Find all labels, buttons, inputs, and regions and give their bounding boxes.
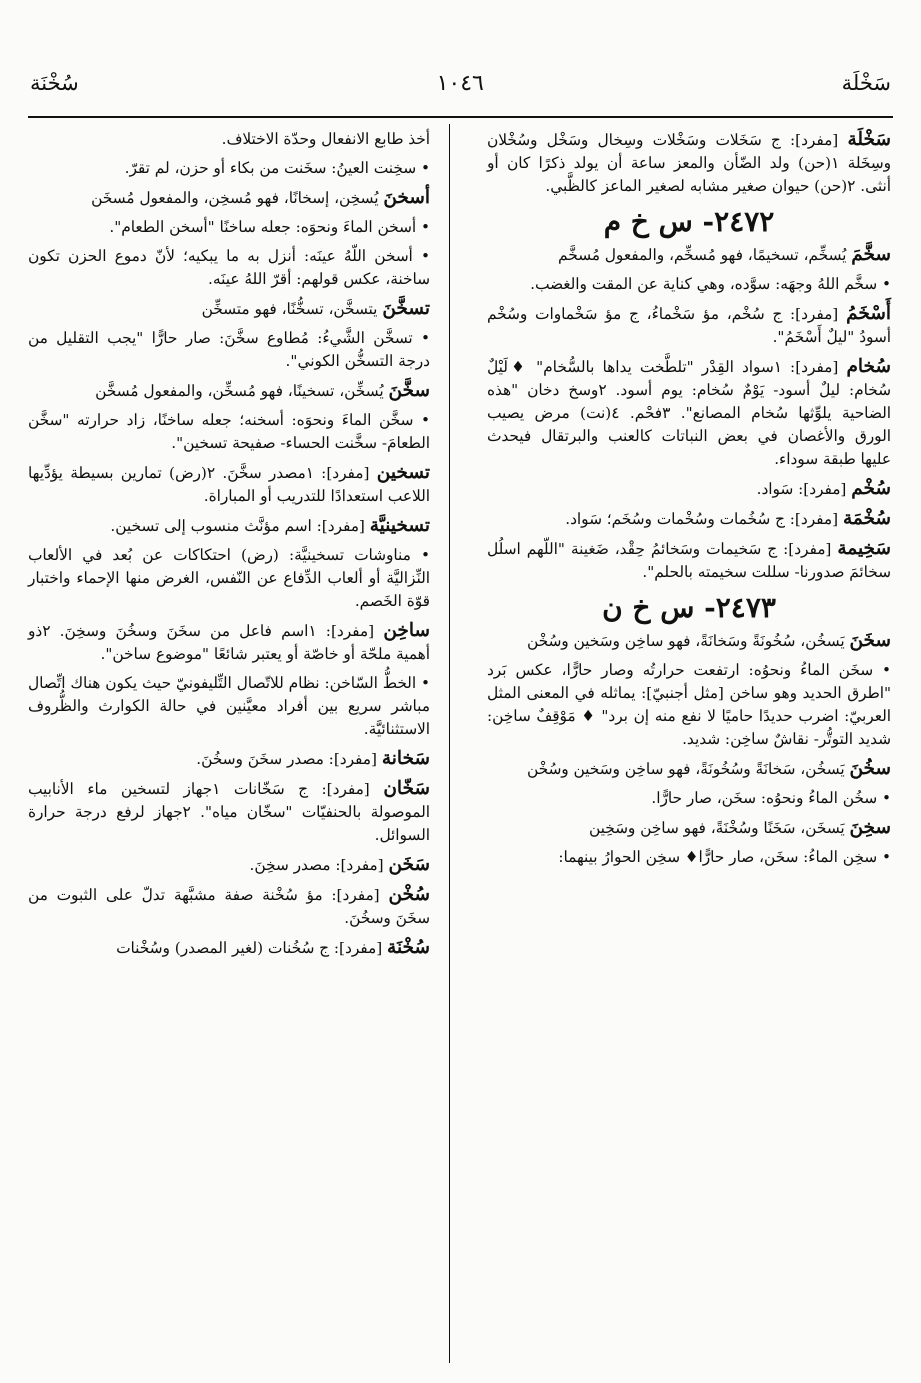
- entry: [487, 757, 891, 781]
- definition: يُسخِّم، تسخيمًا، فهو مُسخِّم، والمفعول مُسخَّم: [558, 246, 847, 264]
- definition: [مفرد]: ج سُخُمات وسُخْمات وسُخَم؛ سَواد.: [565, 510, 839, 528]
- entry: [487, 128, 891, 198]
- definition: [مفرد]: مؤ سُخْنة صفة مشبَّهة تدلّ على الثبوت من سخَنَ وسخُنَ.: [28, 886, 430, 927]
- entry: [28, 128, 430, 151]
- definition: أخذ طابع الانفعال وحدّة الاختلاف.: [221, 130, 430, 148]
- entry: [28, 327, 430, 373]
- headword: تسخينيَّة: [369, 515, 430, 536]
- definition: يَسخُن، سُخُونَةً وسَخانَةً، فهو ساخِن وسَخين وسُخْن: [526, 632, 845, 650]
- definition: • مناوشات تسخينيَّة: (رض) احتكاكات عن بُعد في الألعاب النِّزاليَّة أو ألعاب الدِّفاع عن النّفس، الغرض منها الإحماء واختبار قوّة الخَصم.: [28, 546, 430, 610]
- headword: سُخام: [846, 356, 891, 377]
- entry: [487, 273, 891, 296]
- headword: تسخين: [376, 462, 430, 483]
- headword: أَسْخَمُ: [846, 303, 891, 324]
- entry: [28, 883, 430, 930]
- definition: يتسخَّن، تسخُّنًا، فهو متسخِّن: [201, 300, 378, 318]
- entry: [28, 619, 430, 666]
- definition: • سخَّم اللهُ وجهَه: سوَّده، وهي كناية عن المقت والغضب.: [530, 275, 891, 293]
- headword: ساخِن: [383, 620, 430, 641]
- entry: [487, 302, 891, 349]
- entry: [487, 355, 891, 471]
- headword: سخُنَ: [849, 758, 891, 779]
- entry: [28, 461, 430, 508]
- headword: سَخَن: [388, 854, 430, 875]
- definition: [مفرد]: اسم مؤنَّث منسوب إلى تسخين.: [110, 517, 365, 535]
- definition: يُسخِن، إسخانًا، فهو مُسخِن، والمفعول مُسخَن: [91, 189, 379, 207]
- definition: • سخَن الماءُ ونحوُه: ارتفعت حرارتُه وصار حارًّا، عكس بَرد "اطرق الحديد وهو ساخن [مثل أجنبيّ]: يماثله في المعنى المثل العربيّ: اضرب حديدًا حاميًا لا نفع منه إن برد" ♦ مَوْقِفٌ ساخِن: شديد التوتُّر- نقاشٌ ساخِن: شديد.: [487, 661, 891, 748]
- headword: سخِنَ: [849, 817, 891, 838]
- right-column: [487, 128, 891, 875]
- left-guide-word: سُخْنَة: [30, 71, 79, 95]
- entry: [487, 537, 891, 584]
- entry: [28, 672, 430, 741]
- definition: [مفرد]: ج سَخيمات وسَخائمُ حِقْد، ضَغينة "اللّهم اسلُل سخائمَ صدورنا- سللت سخيمته بالحلم".: [487, 540, 891, 581]
- definition: • أسخن الماءَ ونحوَه: جعله ساخنًا "أسخن الطعام".: [109, 218, 430, 236]
- headword: سَخانة: [381, 748, 430, 769]
- definition: يُسخِّن، تسخينًا، فهو مُسخِّن، والمفعول مُسخَّن: [95, 382, 384, 400]
- definition: [مفرد]: ج سَخّانات ١جهاز لتسخين ماء الأنابيب الموصولة بالحنفيّات "سخّان مياه". ٢جهاز لرفع درجة حرارة السوائل.: [28, 780, 430, 844]
- headword: سخَنَ: [849, 630, 891, 651]
- entry: [28, 245, 430, 291]
- headword: سَخّان: [383, 778, 430, 799]
- header-rule: [28, 116, 893, 118]
- headword: سُخْمَة: [842, 508, 891, 529]
- definition: [مفرد]: سَواد.: [756, 480, 847, 498]
- headword: سخَّنَ: [388, 380, 430, 401]
- definition: [مفرد]: مصدر سخَنَ وسخُنَ.: [196, 750, 377, 768]
- definition: [مفرد]: ج سَخَلات وسَخْلات وسِخال وسَخْل وسُخْلان وسِخَلة ١(حن) ولد الضّأن والمعز ساعة أن يولد ذكرًا كان أو أنثى. ٢(حن) حيوان صغير مشابه لصغير الماعز كالظَّبي.: [487, 131, 891, 195]
- headword: سُخْنَة: [387, 937, 430, 958]
- definition: [مفرد]: ١سواد القِدْر "تلطَّخت يداها بالسُّخام" ♦لَيْلٌ سُخام: ليلٌ أسود- يَوْمٌ سُخام: يوم أسود. ٢وسخ دخان "هذه الضاحية يلوِّثها سُخام المصانع". ٣فحْم. ٤(نت) مرض يصيب الورق والأغصان في بعض النباتات كالعنب والبرتقال فيحدث عليها طبقة سوداء.: [487, 358, 891, 468]
- headword: سَخِيمة: [837, 538, 891, 559]
- definition: يَسخَن، سَخَنًا وسُخْنَةً، فهو ساخِن وسَخِين: [588, 819, 845, 837]
- definition: • سخِن الماءُ: سخَن، صار حارًّا♦ سخِن الحوارُ بينهما:: [558, 848, 891, 866]
- headword: سُخْم: [851, 478, 891, 499]
- definition: • سخُن الماءُ ونحوُه: سخَن، صار حارًّا.: [651, 789, 891, 807]
- right-guide-word: سَخْلَة: [841, 71, 891, 95]
- left-column: [28, 128, 430, 966]
- entry: [28, 777, 430, 847]
- headword: سخَّمَ: [851, 244, 891, 265]
- entry: [487, 787, 891, 810]
- column-divider: [449, 124, 450, 1363]
- headword: تسخَّنَ: [382, 298, 430, 319]
- entry: [28, 297, 430, 321]
- entry: [487, 507, 891, 531]
- definition: [مفرد]: ج سُخُنات (لغير المصدر) وسُخْنات: [116, 939, 383, 957]
- definition: [مفرد]: مصدر سخِنَ.: [249, 856, 384, 874]
- root-heading: ٢٤٧٣- س خ ن: [602, 591, 776, 624]
- definition: [مفرد]: ١اسم فاعل من سخَنَ وسخُنَ وسخِنَ. ٢ذو أهمية ملحّة أو خاصّة أو يعتبر شائعًا "موضوع ساخن".: [28, 622, 430, 663]
- definition: [مفرد]: ج سُخْم، مؤ سَخْماءُ، ج مؤ سَخْماوات وسُخْم أسودُ "ليلٌ أَسْخَمُ".: [487, 305, 891, 346]
- definition: يَسخُن، سَخانَةً وسُخُونَةً، فهو ساخِن وسَخين وسُخْن: [526, 760, 845, 778]
- entry: [487, 243, 891, 267]
- headword: سَخْلَة: [847, 129, 891, 150]
- entry: [28, 853, 430, 877]
- definition: [مفرد]: ١مصدر سخَّنَ. ٢(رض) تمارين بسيطة يؤدِّيها اللاعب استعدادًا للتدريب أو المباراة.: [28, 464, 430, 505]
- definition: • أسخن اللّهُ عينَه: أنزل به ما يبكيه؛ لأنّ دموع الحزن تكون ساخنة، عكس قولهم: أقرّ اللهُ عينَه.: [28, 247, 430, 288]
- entry: [28, 747, 430, 771]
- headword: أسخنَ: [383, 187, 430, 208]
- definition: • سخَّن الماءَ ونحوَه: أسخنه؛ جعله ساخنًا، زاد حرارته "سخَّن الطعامَ- سخَّنت الحساء- صفيحة تسخين".: [28, 411, 430, 452]
- page-header: [30, 58, 891, 108]
- entry: [28, 514, 430, 538]
- entry: [487, 629, 891, 653]
- entry: [28, 379, 430, 403]
- root-heading: ٢٤٧٢- س خ م: [603, 205, 775, 238]
- entry: [28, 544, 430, 613]
- entry: [487, 477, 891, 501]
- entry: [487, 659, 891, 751]
- entry: [28, 409, 430, 455]
- definition: • سخِنت العينُ: سخَنت من بكاء أو حزن، لم تقرّ.: [124, 159, 430, 177]
- entry: [487, 846, 891, 869]
- entry: [487, 816, 891, 840]
- entry: [28, 936, 430, 960]
- page-number: ١٠٤٦: [436, 70, 484, 96]
- entry: [28, 216, 430, 239]
- headword: سُخْن: [388, 884, 430, 905]
- entry: [28, 186, 430, 210]
- entry: [28, 157, 430, 180]
- definition: • تسخَّن الشَّيءُ: مُطاوع سخَّنَ: صار حارًّا "يجب التقليل من درجة التسخُّن الكوني".: [28, 329, 430, 370]
- definition: • الخطُّ السّاخن: نظام للاتّصال التِّليفونيّ حيث يكون هناك اتِّصال مباشر سريع بين أفراد معيَّنين في حالة الكوارث والظُّروف الاستثنائيَّة.: [28, 674, 430, 738]
